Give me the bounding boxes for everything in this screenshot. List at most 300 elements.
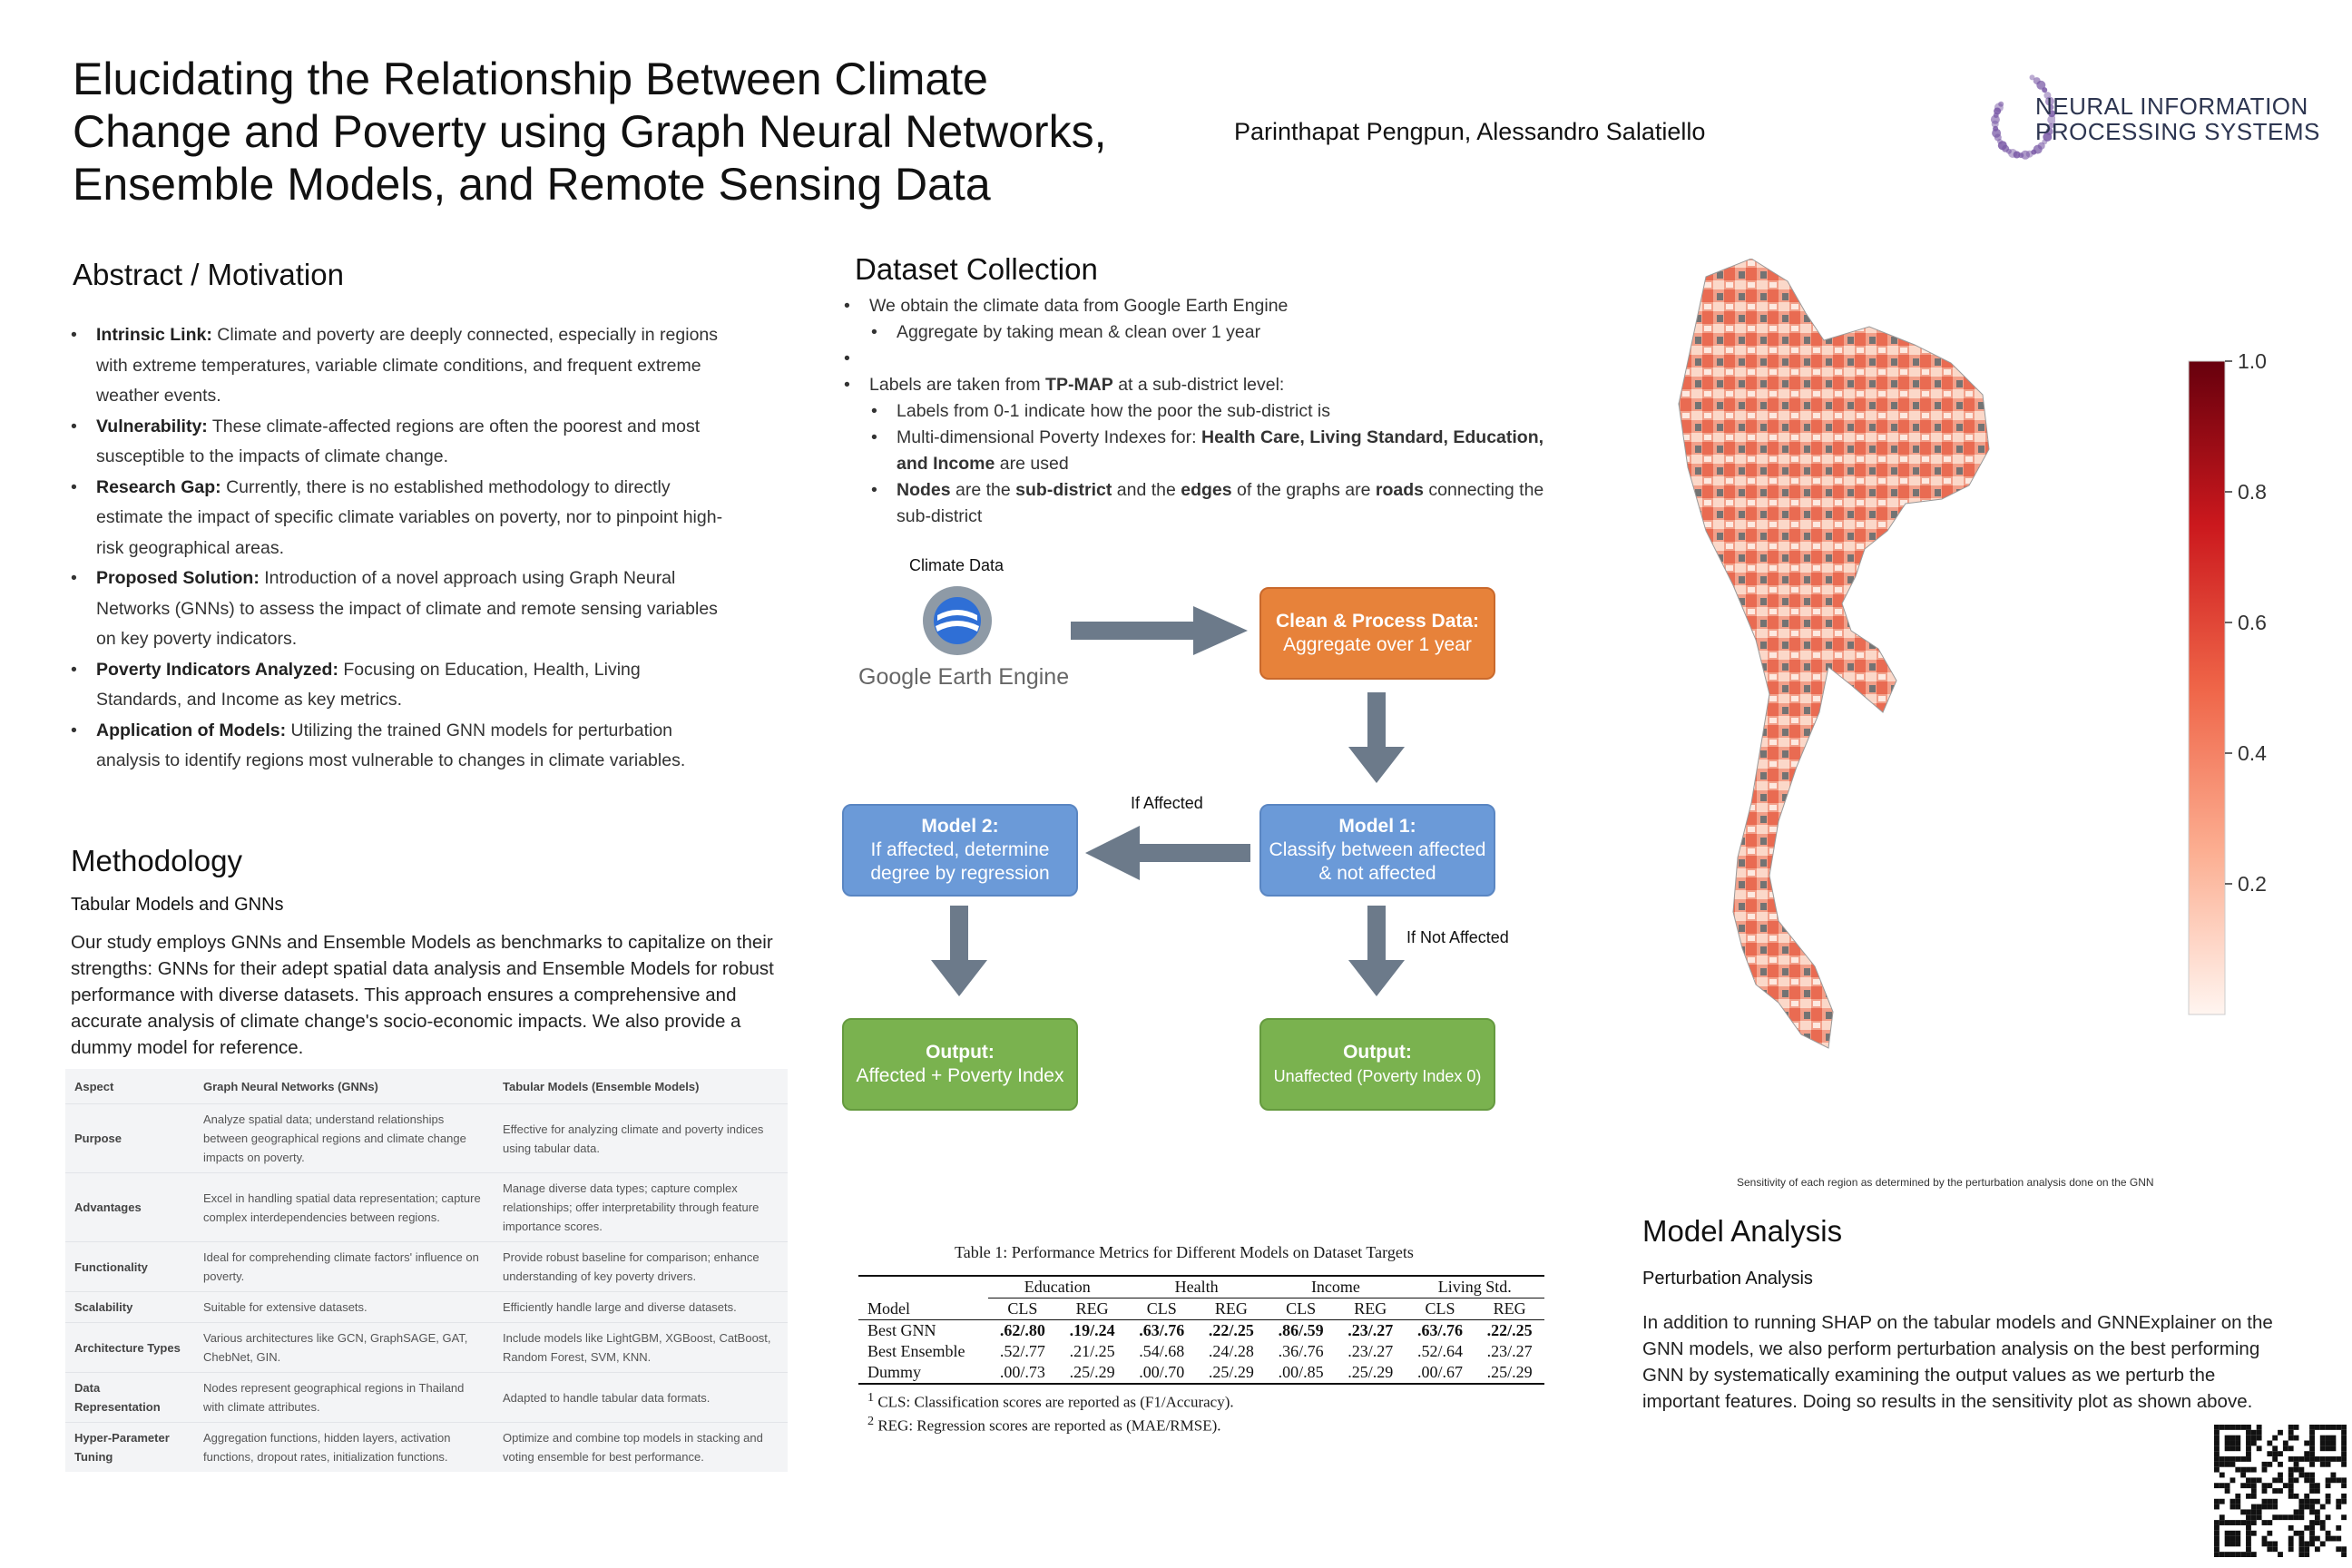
list-item — [844, 293, 1552, 319]
qr-cell — [2230, 1441, 2236, 1446]
table-cell: .23/.27 — [1486, 1342, 1533, 1360]
qr-cell — [2320, 1436, 2326, 1441]
qr-cell — [2330, 1441, 2336, 1446]
qr-cell — [2230, 1462, 2236, 1467]
dataset-heading: Dataset Collection — [855, 252, 1098, 286]
qr-cell — [2251, 1488, 2257, 1494]
table-row — [65, 1173, 788, 1242]
qr-cell — [2288, 1483, 2294, 1488]
table-cell: .63/.76 — [1416, 1321, 1463, 1339]
qr-cell — [2214, 1546, 2220, 1552]
qr-cell — [2309, 1456, 2315, 1462]
qr-cell — [2225, 1425, 2230, 1430]
table-cell: Architecture Types — [65, 1323, 194, 1373]
qr-cell — [2304, 1456, 2309, 1462]
column-header: REG — [1354, 1299, 1387, 1318]
qr-cell — [2309, 1499, 2315, 1504]
output-affected-box — [842, 1018, 1078, 1111]
qr-cell — [2278, 1451, 2283, 1456]
qr-cell — [2240, 1467, 2246, 1473]
qr-cell — [2320, 1425, 2326, 1430]
qr-cell — [2225, 1536, 2230, 1542]
qr-cell — [2257, 1504, 2262, 1510]
column-header: CLS — [1425, 1299, 1455, 1318]
qr-cell — [2240, 1425, 2246, 1430]
column-header: CLS — [1007, 1299, 1038, 1318]
qr-cell — [2326, 1477, 2331, 1483]
qr-cell — [2230, 1552, 2236, 1557]
list-item — [71, 564, 724, 655]
qr-cell — [2294, 1456, 2299, 1462]
qr-cell — [2251, 1514, 2257, 1520]
arrow-right-icon — [1066, 599, 1248, 662]
qr-cell — [2309, 1483, 2315, 1488]
qr-cell — [2225, 1483, 2230, 1488]
qr-cell — [2288, 1425, 2294, 1430]
table-row — [858, 1341, 1544, 1362]
qr-cell — [2225, 1488, 2230, 1494]
qr-cell — [2320, 1446, 2326, 1451]
table-cell: Excel in handling spatial data representation; capture complex interdependencies between regions. — [194, 1173, 494, 1242]
qr-cell — [2288, 1525, 2294, 1531]
qr-cell — [2341, 1494, 2347, 1499]
qr-cell — [2298, 1456, 2304, 1462]
table-cell: .23/.27 — [1348, 1342, 1394, 1360]
qr-cell — [2246, 1494, 2251, 1499]
qr-cell — [2262, 1541, 2268, 1546]
qr-cell — [2214, 1436, 2220, 1441]
qr-cell — [2304, 1546, 2309, 1552]
qr-cell — [2326, 1531, 2331, 1536]
table-cell: Best GNN — [867, 1321, 936, 1339]
sensitivity-map — [1670, 259, 2014, 1157]
qr-cell — [2235, 1536, 2240, 1542]
box-subtitle: Unaffected (Poverty Index 0) — [1273, 1067, 1482, 1085]
box-subtitle: If affected, determine degree by regression — [870, 839, 1050, 884]
analysis-heading: Model Analysis — [1642, 1214, 1843, 1248]
qr-cell — [2246, 1541, 2251, 1546]
qr-cell — [2288, 1514, 2294, 1520]
qr-cell — [2267, 1520, 2272, 1525]
table-cell: Ideal for comprehending climate factors' influence on poverty. — [194, 1242, 494, 1292]
qr-cell — [2246, 1456, 2251, 1462]
model1-box — [1259, 804, 1495, 897]
perf-table — [858, 1277, 1544, 1383]
qr-cell — [2272, 1436, 2278, 1441]
qr-cell — [2288, 1477, 2294, 1483]
qr-cell — [2214, 1462, 2220, 1467]
item-bold: TP-MAP — [1045, 375, 1113, 395]
qr-cell — [2235, 1436, 2240, 1441]
qr-cell — [2288, 1546, 2294, 1552]
qr-cell — [2272, 1456, 2278, 1462]
table-cell: Purpose — [65, 1104, 194, 1173]
qr-cell — [2262, 1462, 2268, 1467]
qr-cell — [2309, 1520, 2315, 1525]
qr-cell — [2267, 1541, 2272, 1546]
qr-cell — [2341, 1436, 2347, 1441]
item-label: Research Gap: — [96, 476, 221, 497]
qr-cell — [2240, 1520, 2246, 1525]
qr-cell — [2272, 1514, 2278, 1520]
qr-cell — [2315, 1546, 2320, 1552]
logo-line: NEURAL INFORMATION — [2035, 93, 2308, 120]
if-not-affected-label: If Not Affected — [1406, 928, 1509, 946]
qr-cell — [2309, 1477, 2315, 1483]
comparison-table-wrap — [65, 1069, 788, 1472]
qr-cell — [2214, 1520, 2220, 1525]
qr-cell — [2214, 1441, 2220, 1446]
qr-cell — [2272, 1546, 2278, 1552]
qr-cell — [2246, 1436, 2251, 1441]
qr-cell — [2235, 1441, 2240, 1446]
qr-cell — [2330, 1425, 2336, 1430]
qr-cell — [2304, 1525, 2309, 1531]
qr-cell — [2235, 1520, 2240, 1525]
qr-cell — [2214, 1451, 2220, 1456]
logo-line: PROCESSING SYSTEMS — [2035, 118, 2320, 145]
box-title: Model 1: — [1338, 816, 1416, 837]
qr-cell — [2235, 1494, 2240, 1499]
qr-cell — [2309, 1488, 2315, 1494]
qr-cell — [2272, 1541, 2278, 1546]
table-cell: .54/.68 — [1139, 1342, 1185, 1360]
qr-cell — [2298, 1514, 2304, 1520]
poster-title — [73, 53, 1189, 211]
list-item — [844, 477, 1552, 530]
qr-cell — [2225, 1531, 2230, 1536]
qr-cell — [2251, 1477, 2257, 1483]
qr-cell — [2326, 1462, 2331, 1467]
table-cell: Effective for analyzing climate and poverty indices using tabular data. — [494, 1104, 788, 1173]
item-bold: sub-district — [1015, 480, 1112, 500]
column-header: CLS — [1146, 1299, 1177, 1318]
google-earth-engine-icon — [912, 581, 1003, 662]
qr-cell — [2315, 1514, 2320, 1520]
qr-cell — [2294, 1514, 2299, 1520]
qr-cell — [2336, 1456, 2341, 1462]
qr-cell — [2320, 1541, 2326, 1546]
qr-cell — [2246, 1514, 2251, 1520]
title-line: Elucidating the Relationship Between Climate — [73, 54, 988, 104]
qr-cell — [2230, 1446, 2236, 1451]
table-cell: .36/.76 — [1278, 1342, 1324, 1360]
abstract-list — [71, 320, 724, 777]
colorbar — [2178, 354, 2287, 1025]
qr-cell — [2304, 1494, 2309, 1499]
qr-cell — [2304, 1552, 2309, 1557]
qr-cell — [2230, 1531, 2236, 1536]
qr-cell — [2341, 1446, 2347, 1451]
table-cell: .19/.24 — [1069, 1321, 1115, 1339]
qr-code-icon[interactable] — [2214, 1425, 2347, 1557]
qr-cell — [2220, 1552, 2225, 1557]
qr-cell — [2230, 1477, 2236, 1483]
table-cell: Dummy — [867, 1363, 922, 1381]
qr-cell — [2240, 1456, 2246, 1462]
qr-cell — [2214, 1499, 2220, 1504]
qr-cell — [2278, 1473, 2283, 1478]
table-row — [858, 1362, 1544, 1383]
table-cell: .52/.64 — [1416, 1342, 1463, 1360]
qr-cell — [2230, 1436, 2236, 1441]
qr-cell — [2225, 1552, 2230, 1557]
box-title: Output: — [1343, 1042, 1412, 1063]
table-cell: Optimize and combine top models in stacking and voting ensemble for best performance. — [494, 1423, 788, 1473]
item-text: Currently, there is no established methodology to directly estimate the impact of specific climate variables on poverty, nor to pinpoint high-risk geographical areas. — [96, 476, 723, 558]
qr-cell — [2298, 1504, 2304, 1510]
qr-cell — [2278, 1477, 2283, 1483]
qr-cell — [2257, 1446, 2262, 1451]
qr-cell — [2298, 1531, 2304, 1536]
qr-cell — [2225, 1456, 2230, 1462]
qr-cell — [2294, 1462, 2299, 1467]
item-bold: edges — [1181, 480, 1232, 500]
qr-cell — [2267, 1531, 2272, 1536]
list-item — [71, 716, 724, 777]
authors: Parinthapat Pengpun, Alessandro Salatiello — [1234, 118, 1706, 145]
table-header-row — [65, 1069, 788, 1104]
qr-cell — [2214, 1552, 2220, 1557]
qr-cell — [2272, 1451, 2278, 1456]
qr-cell — [2330, 1473, 2336, 1478]
analysis-paragraph: In addition to running SHAP on the tabular models and GNNExplainer on the GNN models, we also perform perturbation analysis on the best performing GNN by systematically examining the output values as we perturb the important features. Doing so results in the sensitivity plot as shown above. — [1642, 1312, 2273, 1412]
logo-dot — [1998, 102, 2004, 107]
qr-cell — [2272, 1488, 2278, 1494]
item-text: of the graphs are — [1231, 480, 1376, 500]
qr-cell — [2315, 1456, 2320, 1462]
list-item — [71, 412, 724, 473]
model2-box — [842, 804, 1078, 897]
qr-cell — [2246, 1451, 2251, 1456]
table-cell: Adapted to handle tabular data formats. — [494, 1373, 788, 1423]
qr-cell — [2304, 1477, 2309, 1483]
qr-cell — [2326, 1536, 2331, 1542]
qr-cell — [2298, 1509, 2304, 1514]
qr-cell — [2309, 1436, 2315, 1441]
qr-cell — [2214, 1446, 2220, 1451]
qr-cell — [2220, 1520, 2225, 1525]
table-cell: .00/.70 — [1139, 1363, 1185, 1381]
output-unaffected-box — [1259, 1018, 1495, 1111]
qr-cell — [2220, 1462, 2225, 1467]
table-cell: Manage diverse data types; capture complex relationships; offer interpretability through feature importance scores. — [494, 1173, 788, 1242]
perf-note: $^2$ REG: Regression scores are reported as (MAE/RMSE). — [867, 1413, 1221, 1435]
qr-cell — [2246, 1509, 2251, 1514]
table-cell: .25/.29 — [1208, 1363, 1254, 1381]
qr-cell — [2251, 1436, 2257, 1441]
qr-cell — [2214, 1504, 2220, 1510]
qr-cell — [2246, 1477, 2251, 1483]
qr-cell — [2267, 1504, 2272, 1510]
qr-cell — [2230, 1425, 2236, 1430]
table-cell: .25/.29 — [1348, 1363, 1394, 1381]
list-item — [71, 655, 724, 716]
table-cell: Various architectures like GCN, GraphSAGE, GAT, ChebNet, GIN. — [194, 1323, 494, 1373]
qr-cell — [2330, 1436, 2336, 1441]
item-label: Vulnerability: — [96, 416, 208, 436]
qr-cell — [2288, 1473, 2294, 1478]
qr-cell — [2304, 1504, 2309, 1510]
qr-cell — [2294, 1477, 2299, 1483]
box-title: Model 2: — [921, 816, 999, 837]
qr-cell — [2294, 1494, 2299, 1499]
arrow-down-icon — [931, 906, 987, 996]
qr-cell — [2288, 1436, 2294, 1441]
neurips-logo-text — [2035, 93, 2320, 144]
qr-cell — [2288, 1494, 2294, 1499]
qr-cell — [2214, 1430, 2220, 1436]
qr-cell — [2326, 1456, 2331, 1462]
qr-cell — [2288, 1488, 2294, 1494]
qr-cell — [2257, 1425, 2262, 1430]
qr-cell — [2235, 1467, 2240, 1473]
qr-cell — [2235, 1504, 2240, 1510]
qr-cell — [2309, 1425, 2315, 1430]
item-label: Proposed Solution: — [96, 568, 260, 588]
item-bold: Health Care, Living Standard, Education, and Income — [897, 427, 1544, 474]
list-item — [844, 372, 1552, 398]
qr-cell — [2267, 1462, 2272, 1467]
qr-cell — [2294, 1467, 2299, 1473]
table-row — [65, 1323, 788, 1373]
qr-cell — [2220, 1425, 2225, 1430]
table-cell: Efficiently handle large and diverse datasets. — [494, 1292, 788, 1323]
climate-data-label: Climate Data — [909, 556, 1004, 574]
qr-cell — [2309, 1446, 2315, 1451]
qr-cell — [2220, 1473, 2225, 1478]
qr-cell — [2341, 1514, 2347, 1520]
group-header: Education — [988, 1277, 1127, 1298]
qr-cell — [2309, 1509, 2315, 1514]
item-bold: Nodes — [897, 480, 951, 500]
qr-cell — [2309, 1536, 2315, 1542]
qr-cell — [2257, 1509, 2262, 1514]
dataset-list — [844, 293, 1552, 530]
qr-cell — [2214, 1531, 2220, 1536]
qr-cell — [2251, 1552, 2257, 1557]
qr-cell — [2214, 1483, 2220, 1488]
qr-cell — [2341, 1456, 2347, 1462]
qr-cell — [2298, 1499, 2304, 1504]
qr-cell — [2315, 1483, 2320, 1488]
qr-cell — [2214, 1456, 2220, 1462]
table-cell: Advantages — [65, 1173, 194, 1242]
qr-cell — [2214, 1525, 2220, 1531]
item-text: Focusing on Education, Health, Living Standards, and Income as key metrics. — [96, 659, 641, 710]
item-text: and the — [1112, 480, 1181, 500]
table-cell: Analyze spatial data; understand relationships between geographical regions and climate change impacts on poverty. — [194, 1104, 494, 1173]
qr-cell — [2288, 1430, 2294, 1436]
qr-cell — [2294, 1436, 2299, 1441]
qr-cell — [2278, 1430, 2283, 1436]
qr-cell — [2330, 1477, 2336, 1483]
qr-cell — [2304, 1451, 2309, 1456]
qr-cell — [2235, 1541, 2240, 1546]
qr-cell — [2309, 1504, 2315, 1510]
qr-cell — [2225, 1462, 2230, 1467]
list-item — [71, 320, 724, 412]
colorbar-tick-label: 0.2 — [2238, 872, 2267, 896]
qr-cell — [2330, 1456, 2336, 1462]
qr-cell — [2283, 1483, 2288, 1488]
qr-cell — [2320, 1462, 2326, 1467]
qr-cell — [2220, 1456, 2225, 1462]
qr-cell — [2235, 1425, 2240, 1430]
qr-cell — [2298, 1552, 2304, 1557]
group-header: Health — [1127, 1277, 1266, 1298]
item-text: are the — [950, 480, 1016, 500]
qr-cell — [2214, 1541, 2220, 1546]
note-text: CLS: Classification scores are reported as (F1/Accuracy). — [877, 1393, 1234, 1411]
qr-cell — [2272, 1446, 2278, 1451]
colorbar-tick-label: 0.4 — [2238, 741, 2267, 765]
qr-cell — [2267, 1499, 2272, 1504]
group-header-row — [858, 1277, 1544, 1298]
qr-cell — [2251, 1504, 2257, 1510]
qr-cell — [2262, 1504, 2268, 1510]
box-subtitle: Aggregate over 1 year — [1283, 634, 1472, 655]
qr-cell — [2262, 1520, 2268, 1525]
qr-cell — [2240, 1509, 2246, 1514]
qr-cell — [2235, 1531, 2240, 1536]
qr-cell — [2315, 1488, 2320, 1494]
qr-cell — [2326, 1446, 2331, 1451]
qr-cell — [2309, 1473, 2315, 1478]
qr-cell — [2278, 1552, 2283, 1557]
qr-cell — [2230, 1499, 2236, 1504]
table-cell: .25/.29 — [1486, 1363, 1533, 1381]
item-text: Climate and poverty are deeply connected, especially in regions with extreme temperatures, variable climate conditions, and frequent extreme weather events. — [96, 325, 719, 406]
column-header: Model — [867, 1298, 910, 1318]
qr-cell — [2251, 1467, 2257, 1473]
analysis-subheading: Perturbation Analysis — [1642, 1269, 1813, 1289]
title-line: Ensemble Models, and Remote Sensing Data — [73, 159, 991, 210]
list-spacer — [844, 346, 1552, 372]
qr-cell — [2251, 1494, 2257, 1499]
qr-cell — [2235, 1446, 2240, 1451]
qr-cell — [2267, 1483, 2272, 1488]
methodology-subheading: Tabular Models and GNNs — [71, 895, 284, 915]
qr-cell — [2235, 1456, 2240, 1462]
qr-cell — [2225, 1520, 2230, 1525]
colorbar-tick-label: 0.6 — [2238, 611, 2267, 634]
table-row — [65, 1292, 788, 1323]
item-label: Intrinsic Link: — [96, 325, 212, 345]
item-label: Application of Models: — [96, 720, 287, 740]
qr-cell — [2257, 1477, 2262, 1483]
box-title: Clean & Process Data: — [1275, 611, 1480, 632]
qr-cell — [2288, 1446, 2294, 1451]
title-line: Change and Poverty using Graph Neural Networks, — [73, 106, 1107, 157]
map-caption: Sensitivity of each region as determined by the perturbation analysis done on the GNN — [1737, 1176, 2154, 1189]
qr-cell — [2326, 1441, 2331, 1446]
qr-cell — [2288, 1536, 2294, 1542]
qr-cell — [2246, 1536, 2251, 1542]
qr-cell — [2298, 1536, 2304, 1542]
qr-cell — [2214, 1425, 2220, 1430]
qr-cell — [2309, 1525, 2315, 1531]
qr-cell — [2246, 1425, 2251, 1430]
table-cell: Best Ensemble — [867, 1342, 965, 1360]
table-cell: .25/.29 — [1069, 1363, 1115, 1381]
table-cell: Include models like LightGBM, XGBoost, CatBoost, Random Forest, SVM, KNN. — [494, 1323, 788, 1373]
qr-cell — [2304, 1499, 2309, 1504]
qr-cell — [2315, 1499, 2320, 1504]
qr-cell — [2288, 1456, 2294, 1462]
qr-cell — [2225, 1436, 2230, 1441]
qr-cell — [2262, 1467, 2268, 1473]
